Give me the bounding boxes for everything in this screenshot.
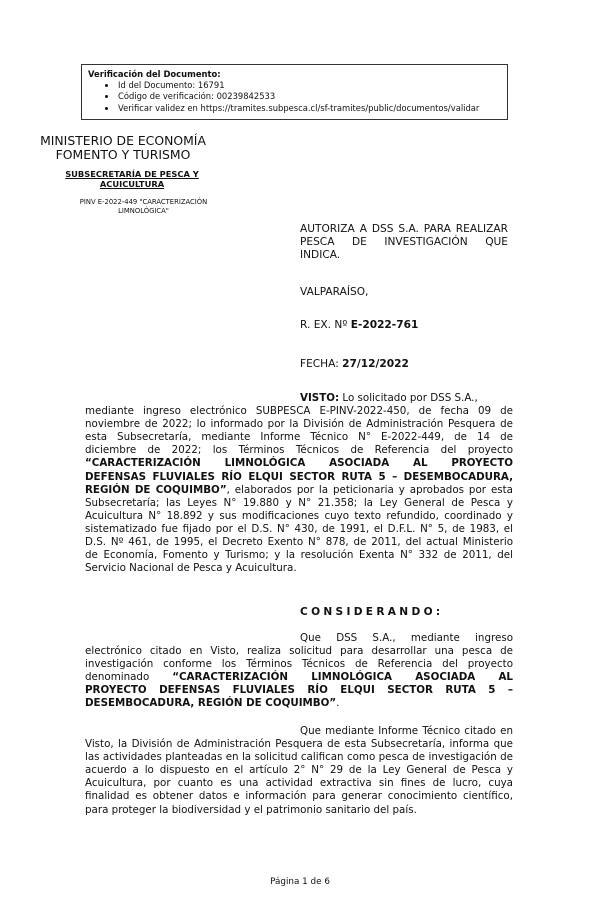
visto-label: VISTO: (300, 392, 340, 404)
ministry-line-2: FOMENTO Y TURISMO (55, 147, 191, 162)
page-number: Página 1 de 6 (270, 877, 330, 887)
paragraph-line: finalidad es obtener datos e información para generar conocimiento científico, (85, 790, 513, 803)
paragraph-line: mediante ingreso electrónico SUBPESCA E-PINV-2022-450, de fecha 09 de (85, 405, 513, 418)
paragraph-line: esta Subsecretaría, mediante Informe Técnico N° E-2022-449, de 14 de (85, 431, 513, 444)
project-title-line: “CARACTERIZACIÓN LIMNOLÓGICA ASOCIADA AL PROYECTO (85, 457, 513, 470)
subsecretaria-line-1: SUBSECRETARÍA DE PESCA Y (65, 169, 199, 179)
verification-code: Código de verificación: 00239842533 (118, 91, 501, 102)
paragraph-line: electrónico citado en Visto, realiza solicitud para desarrollar una pesca de (85, 645, 513, 658)
paragraph-line (85, 697, 513, 710)
ministry-name (28, 134, 218, 162)
paragraph-line: Que DSS S.A., mediante ingreso (300, 632, 513, 644)
document-id: Id del Documento: 16791 (118, 80, 501, 91)
paragraph-line: para proteger la biodiversidad y el patrimonio sanitario del país. (85, 803, 417, 816)
resolution-label: R. EX. Nº (300, 319, 351, 331)
paragraph-line: Visto, la División de Administración Pesquera de esta Subsecretaría, informa que (85, 738, 513, 751)
paragraph-line: Acuicultura, por cuanto es una actividad extractiva sin fines de lucro, cuya (85, 777, 513, 790)
subject-line: PESCA DE INVESTIGACIÓN QUE (300, 236, 508, 249)
paragraph-line: investigación conforme los Términos Técnicos de Referencia del proyecto (85, 658, 513, 671)
verification-box (81, 64, 508, 120)
ministry-line-1: MINISTERIO DE ECONOMÍA (40, 133, 206, 148)
paragraph-line: de Economía, Fomento y Turismo; y la resolución Exenta N° 332 de 2011, del (85, 549, 513, 562)
text-run: Lo solicitado por DSS S.A., (339, 392, 478, 404)
subsecretaria-line-2: ACUICULTURA (99, 179, 165, 189)
paragraph-line: las actividades planteadas en la solicitud califican como pesca de investigación de (85, 751, 513, 764)
paragraph-line: Que mediante Informe Técnico citado en (300, 725, 513, 737)
paragraph-line: sistematizado fue fijado por el D.S. N° 430, de 1991, el D.F.L. N° 5, de 1983, el (85, 522, 513, 535)
paragraph-line (85, 392, 513, 405)
verification-title: Verificación del Documento: (88, 69, 221, 79)
subject-line: INDICA. (300, 249, 341, 262)
considerando-heading: CONSIDERANDO: (300, 606, 444, 618)
considerando-paragraph-2 (85, 725, 513, 817)
project-title-start: “CARACTERIZACIÓN LIMNOLÓGICA ASOCIADA AL (172, 671, 513, 684)
paragraph-line: noviembre de 2022; lo informado por la División de Administración Pesquera de (85, 418, 513, 431)
subject-line: AUTORIZA A DSS S.A. PARA REALIZAR (300, 223, 508, 235)
paragraph-line (85, 484, 513, 497)
considerando-paragraph-1 (85, 632, 513, 711)
project-title-line: DEFENSAS FLUVIALES RÍO ELQUI SECTOR RUTA 5 – DESEMBOCADURA, (85, 470, 513, 483)
text-run: . (336, 697, 340, 710)
date-value: 27/12/2022 (342, 358, 409, 370)
verification-list (88, 80, 501, 114)
subsecretaria-name (62, 169, 202, 189)
project-title-end: DESEMBOCADURA, REGIÓN DE COQUIMBO” (85, 697, 337, 710)
pinv-line-1: PINV E-2022-449 "CARACTERIZACIÓN (79, 198, 208, 206)
text-run: denominado (85, 671, 173, 684)
pinv-reference (56, 198, 231, 216)
paragraph-line (85, 671, 513, 684)
project-title-line: PROYECTO DEFENSAS FLUVIALES RÍO ELQUI SECTOR RUTA 5 – (85, 684, 513, 697)
paragraph-line: acuerdo a lo dispuesto en el artículo 2° N° 29 de la Ley General de Pesca y (85, 764, 513, 777)
verification-url[interactable]: Verificar validez en https://tramites.subpesca.cl/sf-tramites/public/documentos/validar (118, 103, 501, 114)
paragraph-line: Acuicultura N° 18.892 y sus modificaciones cuyo texto refundido, coordinado y (85, 509, 513, 522)
city: VALPARAÍSO, (300, 286, 369, 298)
resolution-subject (300, 223, 508, 263)
resolution-value: E-2022-761 (350, 319, 419, 331)
text-run: , elaborados por la peticionaria y aprobados por esta (226, 483, 513, 496)
paragraph-line: Subsecretaría; las Leyes N° 19.880 y N° 21.358; la Ley General de Pesca y (85, 496, 513, 509)
project-title-end: REGIÓN DE COQUIMBO” (85, 483, 227, 496)
resolution-number (300, 319, 418, 331)
resolution-date (300, 358, 409, 370)
visto-paragraph (85, 392, 513, 575)
paragraph-line: D.S. Nº 461, de 1995, el Decreto Exento N° 878, de 2011, del actual Ministerio (85, 536, 513, 549)
paragraph-line: diciembre de 2022; los Términos Técnicos de Referencia del proyecto (85, 444, 513, 457)
paragraph-line: Servicio Nacional de Pesca y Acuicultura. (85, 562, 297, 575)
date-label: FECHA: (300, 358, 343, 370)
pinv-line-2: LIMNOLÓGICA" (118, 207, 169, 215)
